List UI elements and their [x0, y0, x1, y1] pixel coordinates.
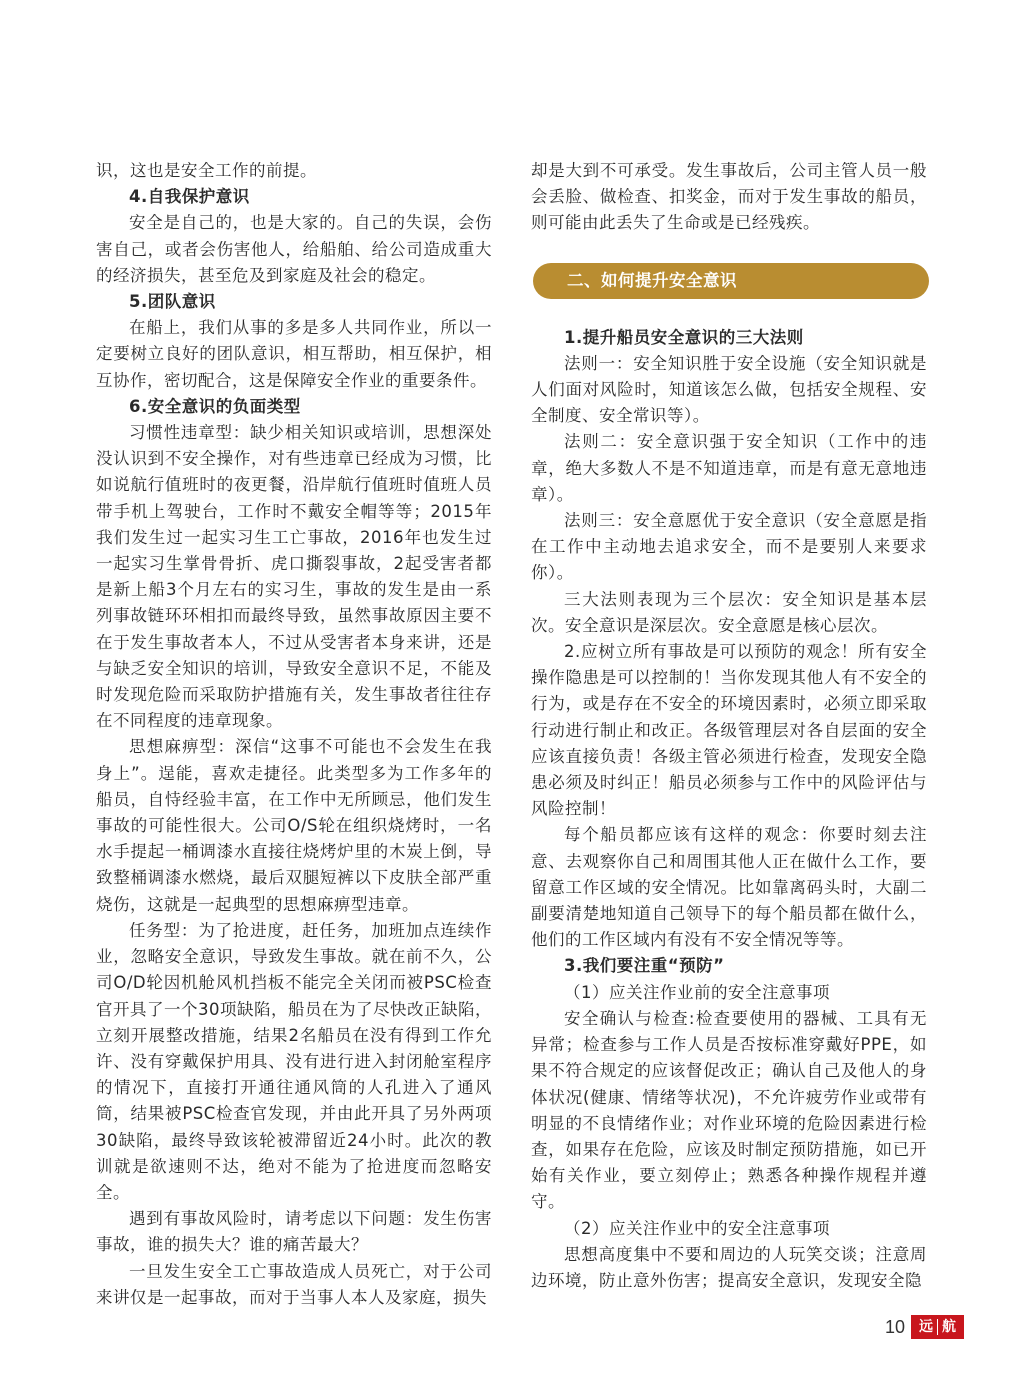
paragraph: 安全是自己的，也是大家的。自己的失误，会伤害自己，或者会伤害他人，给船舶、给公司造成重大的经济损失，甚至危及到家庭及社会的稳定。: [96, 213, 492, 285]
subheading: 3.我们要注重“预防”: [564, 956, 725, 976]
brand-divider: [937, 1319, 938, 1335]
paragraph: （2）应关注作业中的安全注意事项: [564, 1218, 830, 1238]
paragraph: 法则一：安全知识胜于安全设施（安全知识就是人们面对风险时，知道该怎么做，包括安全规程、安全制度、安全常识等）。: [531, 353, 927, 426]
paragraph: 法则二：安全意识强于安全知识（工作中的违章，绝大多数人不是不知道违章，而是有意无意地违章）。: [531, 432, 927, 504]
paragraph: 习惯性违章型：缺少相关知识或培训，思想深处没认识到不安全操作，对有些违章已经成为习惯，比如说航行值班时的夜更餐，沿岸航行值班时值班人员带手机上驾驶台，工作时不戴安全帽等等；2015年我们发生过一起实习生工亡事故，2016年也发生过一起实习生掌骨骨折、虎口撕裂事故，2起受害者都是新上船3个月左右的实习生，事故的发生是由一系列事故链环环相扣而最终导致，虽然事故原因主要不在于发生事故者本人，不过从受害者本身来讲，还是与缺乏安全知识的培训，导致安全意识不足，不能及时发现危险而采取防护措施有关，发生事故者往往存在不同程度的违章现象。: [96, 423, 492, 731]
subheading: 4.自我保护意识: [129, 187, 250, 207]
right-column: [531, 158, 927, 1294]
subheading: 6.安全意识的负面类型: [129, 396, 301, 416]
brand-char: 航: [942, 1319, 957, 1335]
left-column: [96, 158, 492, 1311]
page-number: 10: [885, 1316, 906, 1337]
paragraph: 识，这也是安全工作的前提。: [96, 161, 317, 180]
paragraph: 在船上，我们从事的多是多人共同作业，所以一定要树立良好的团队意识，相互帮助，相互保护，相互协作，密切配合，这是保障安全作业的重要条件。: [96, 318, 492, 390]
paragraph: 思想高度集中不要和周边的人玩笑交谈；注意周边环境，防止意外伤害；提高安全意识，发现安全隐: [531, 1244, 927, 1290]
brand-char: 远: [919, 1319, 934, 1335]
subheading: 1.提升船员安全意识的三大法则: [564, 327, 804, 347]
paragraph: 一旦发生安全工亡事故造成人员死亡，对于公司来讲仅是一起事故，而对于当事人本人及家庭，损失: [96, 1261, 492, 1307]
paragraph: 却是大到不可承受。发生事故后，公司主管人员一般会丢脸、做检查、扣奖金，而对于发生事故的船员，则可能由此丢失了生命或是已经残疾。: [531, 161, 927, 233]
paragraph: 任务型：为了抢进度，赶任务，加班加点连续作业，忽略安全意识，导致发生事故。就在前不久，公司O/D轮因机舱风机挡板不能完全关闭而被PSC检查官开具了一个30项缺陷，船员在为了尽快改正缺陷，立刻开展整改措施，结果2名船员在没有得到工作允许、没有穿戴保护用具、没有进行进入封闭舱室程序的情况下，直接打开通往通风筒的人孔进入了通风筒，结果被PSC检查官发现，并由此开具了另外两项30缺陷，最终导致该轮被滞留近24小时。此次的教训就是欲速则不达，绝对不能为了抢进度而忽略安全。: [96, 920, 492, 1202]
magazine-brand-logo: [911, 1315, 964, 1339]
paragraph: 三大法则表现为三个层次：安全知识是基本层次。安全意识是深层次。安全意愿是核心层次。: [531, 589, 927, 635]
section-title-bar: 二、如何提升安全意识: [533, 263, 929, 299]
paragraph: 安全确认与检查:检查要使用的器械、工具有无异常；检查参与工作人员是否按标准穿戴好PPE，如果不符合规定的应该督促改正；确认自己及他人的身体状况(健康、情绪等状况)，不允许疲劳作业或带有明显的不良情绪作业；对作业环境的危险因素进行检查，如果存在危险，应该及时制定预防措施，如已开始有关作业，要立刻停止；熟悉各种操作规程并遵守。: [531, 1008, 927, 1212]
paragraph: 法则三：安全意愿优于安全意识（安全意愿是指在工作中主动地去追求安全，而不是要别人来要求你）。: [531, 511, 927, 583]
paragraph: （1）应关注作业前的安全注意事项: [564, 982, 830, 1002]
paragraph: 思想麻痹型：深信“这事不可能也不会发生在我身上”。逞能，喜欢走捷径。此类型多为工作多年的船员，自恃经验丰富，在工作中无所顾忌，他们发生事故的可能性很大。公司O/S轮在组织烧烤时，一名水手提起一桶调漆水直接往烧烤炉里的木炭上倒，导致整桶调漆水燃烧，最后双腿短裤以下皮肤全部严重烧伤，这就是一起典型的思想麻痹型违章。: [96, 737, 492, 914]
paragraph: 遇到有事故风险时，请考虑以下问题：发生伤害事故，谁的损失大？谁的痛苦最大？: [96, 1209, 492, 1255]
paragraph: 2.应树立所有事故是可以预防的观念！所有安全操作隐患是可以控制的！当你发现其他人有不安全的行为，或是存在不安全的环境因素时，必须立即采取行动进行制止和改正。各级管理层对各自层面的安全应该直接负责！各级主管必须进行检查，发现安全隐患必须及时纠正！船员必须参与工作中的风险评估与风险控制！: [531, 642, 927, 819]
paragraph: 每个船员都应该有这样的观念：你要时刻去注意、去观察你自己和周围其他人正在做什么工作，要留意工作区域的安全情况。比如靠离码头时，大副二副要清楚地知道自己领导下的每个船员都在做什么，他们的工作区域内有没有不安全情况等等。: [531, 825, 927, 950]
page-footer: [885, 1314, 964, 1340]
subheading: 5.团队意识: [129, 292, 216, 312]
